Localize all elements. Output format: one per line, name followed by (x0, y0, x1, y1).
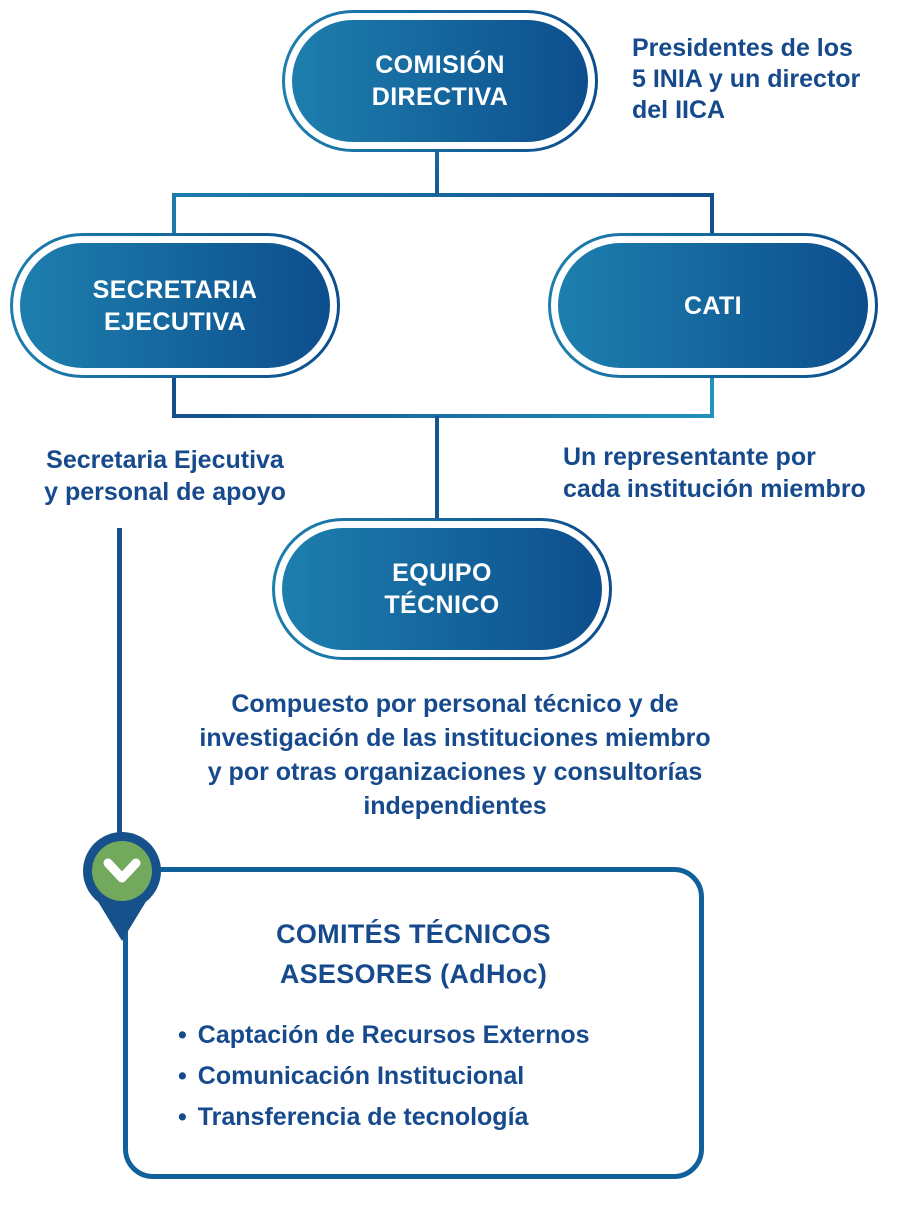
note-comision-line3: del IICA (632, 96, 726, 124)
bullet-item-text: Comunicación Institucional (197, 1062, 525, 1090)
node-secretaria-ejecutiva (10, 233, 340, 378)
list-item (178, 1103, 699, 1132)
bullet-dot: • (178, 1062, 187, 1090)
connector-to-equipo (435, 416, 439, 520)
node-secretaria-ring-gap (13, 236, 337, 375)
adhoc-committees-box (123, 867, 704, 1179)
note-equipo-line3: y por otras organizaciones y consultorías (207, 758, 703, 786)
note-secretaria-line2: y personal de apoyo (44, 478, 286, 506)
note-secretaria (12, 444, 318, 508)
adhoc-box-title-line2: ASESORES (AdHoc) (279, 959, 548, 989)
node-comision-directiva (282, 10, 598, 152)
node-equipo-label-line1: EQUIPO (392, 559, 492, 587)
connector-secretaria-down (172, 376, 176, 418)
connector-cati-down (710, 376, 714, 418)
connector-top-horizontal (172, 193, 714, 197)
node-cati-pill (558, 243, 868, 368)
bullet-item-text: Transferencia de tecnología (197, 1103, 529, 1131)
adhoc-box-title (128, 914, 699, 994)
node-cati-label: CATI (683, 291, 743, 320)
list-item (178, 1021, 699, 1050)
connector-secretaria-to-pin (117, 528, 122, 836)
connector-to-secretaria (172, 193, 176, 235)
connector-mid-horizontal (172, 414, 714, 418)
location-pin-icon (70, 823, 174, 945)
node-equipo-ring-gap (275, 521, 609, 657)
bullet-item-text: Captación de Recursos Externos (197, 1021, 590, 1049)
node-cati-ring-gap (551, 236, 875, 375)
note-equipo-line1: Compuesto por personal técnico y de (231, 690, 679, 718)
note-cati-line2: cada institución miembro (563, 475, 866, 503)
node-equipo-tecnico (272, 518, 612, 660)
note-comision (632, 33, 904, 126)
node-equipo-label-line2: TÉCNICO (384, 591, 500, 619)
note-cati-line1: Un representante por (563, 443, 816, 471)
note-comision-line1: Presidentes de los (632, 34, 853, 62)
note-equipo-line4: independientes (363, 792, 547, 820)
bullet-dot: • (178, 1021, 187, 1049)
connector-comision-down (435, 150, 439, 196)
node-comision-label-line2: DIRECTIVA (371, 83, 509, 111)
connector-to-cati (710, 193, 714, 235)
node-secretaria-label-line1: SECRETARIA (92, 275, 258, 304)
node-equipo-pill (282, 528, 602, 650)
node-cati (548, 233, 878, 378)
node-secretaria-label-line2: EJECUTIVA (103, 307, 247, 336)
node-comision-label-line1: COMISIÓN (375, 51, 505, 79)
note-secretaria-line1: Secretaria Ejecutiva (46, 446, 284, 474)
adhoc-bullet-list (178, 1021, 699, 1132)
note-equipo-line2: investigación de las instituciones miembro (199, 724, 711, 752)
node-comision-ring-gap (285, 13, 595, 149)
node-secretaria-pill (20, 243, 330, 368)
note-cati (563, 441, 904, 505)
adhoc-box-title-line1: COMITÉS TÉCNICOS (276, 919, 551, 949)
list-item (178, 1062, 699, 1091)
node-comision-pill (292, 20, 588, 142)
note-comision-line2: 5 INIA y un director (632, 65, 861, 93)
bullet-dot: • (178, 1103, 187, 1131)
note-equipo (130, 687, 780, 823)
